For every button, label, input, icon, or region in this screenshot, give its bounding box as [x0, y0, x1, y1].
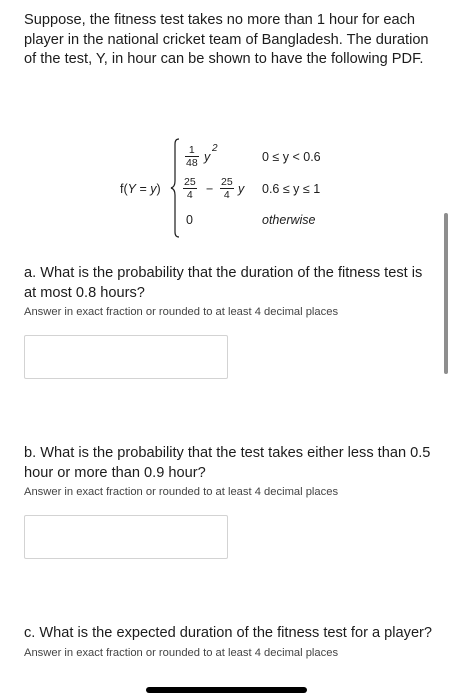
piece2-minus: −: [206, 182, 214, 196]
question-b-hint: Answer in exact fraction or rounded to at least 4 decimal places: [24, 486, 339, 498]
question-c: [24, 624, 436, 660]
question-a-text: a. What is the probability that the duration of the fitness test is at most 0.8 hours?: [24, 265, 423, 301]
piece2-b-numerator: 25: [221, 176, 233, 188]
question-a: [24, 264, 436, 319]
piece1-numerator: 1: [188, 144, 195, 156]
piece2-condition: 0.6 ≤ y ≤ 1: [262, 182, 321, 196]
pdf-lhs: [120, 182, 161, 196]
piece1-var: y: [204, 150, 211, 164]
question-c-text: c. What is the expected duration of the fitness test for a player?: [24, 625, 433, 641]
piece2-var: y: [238, 182, 245, 196]
piece3-value: 0: [186, 213, 193, 227]
pdf-lhs-suffix: ): [156, 182, 161, 196]
question-a-hint: Answer in exact fraction or rounded to at least 4 decimal places: [24, 306, 339, 318]
piece1-condition: 0 ≤ y < 0.6: [262, 150, 321, 164]
left-brace-icon: [170, 138, 180, 238]
pdf-lhs-y: y: [150, 182, 157, 196]
piece2-b-denominator: 4: [223, 189, 230, 201]
question-b-text: b. What is the probability that the test takes either less than 0.5 hour or more than 0.9 hour?: [24, 445, 431, 481]
pdf-formula: [0, 138, 453, 248]
piece2-a-denominator: 4: [186, 189, 193, 201]
home-indicator[interactable]: [146, 687, 307, 693]
piece1-exponent: 2: [212, 143, 218, 154]
piece2-variable: [238, 182, 244, 196]
pdf-lhs-prefix: f(: [120, 182, 128, 196]
problem-intro: Suppose, the fitness test takes no more than 1 hour for each player in the national cricket team of Bangladesh. The duration of the test, Y, in hour can be shown to have the following PDF.: [24, 12, 429, 67]
question-c-hint: Answer in exact fraction or rounded to at least 4 decimal places: [24, 646, 339, 659]
piece1-variable: [204, 150, 210, 164]
answer-b-input[interactable]: [24, 515, 228, 559]
piece2-fraction-b: [220, 176, 234, 201]
vertical-scrollbar[interactable]: [444, 213, 448, 374]
pdf-lhs-var: Y: [127, 182, 136, 196]
answer-a-input[interactable]: [24, 335, 228, 379]
piece2-a-numerator: 25: [184, 176, 196, 188]
pdf-lhs-middle: =: [135, 182, 151, 196]
piece2-fraction-a: [183, 176, 197, 201]
piece3-condition: otherwise: [262, 213, 316, 227]
piece1-denominator: 48: [186, 157, 198, 169]
question-b: [24, 444, 436, 499]
piece1-fraction: [185, 144, 199, 169]
